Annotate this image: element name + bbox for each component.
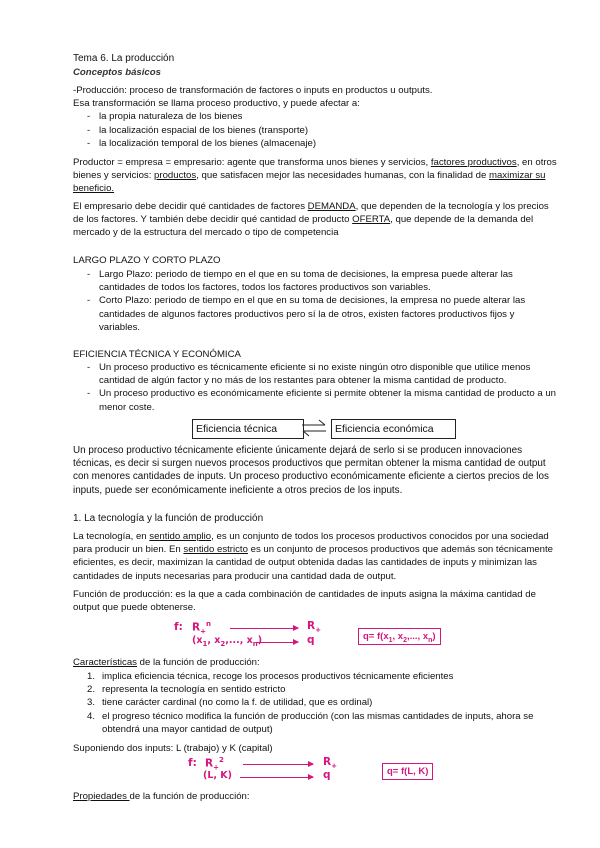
formula1-arrow-top (230, 628, 298, 629)
text-span: de la función de producción: (129, 791, 250, 802)
list-item: - Corto Plazo: periodo de tiempo en el que en su toma de decisiones, la empresa no puede alterar las cantidades de algunos factores productivos pero sí la de otros, existen factores productivos fijos y variables. (87, 294, 558, 334)
eficiencia-heading: EFICIENCIA TÉCNICA Y ECONÓMICA (73, 349, 241, 360)
eficiencia-paragraph: Un proceso productivo técnicamente eficiente únicamente dejará de serlo si se producen innovaciones técnicas, es decir si surgen nuevos procesos productivos que permitan obtener la misma cantidad de output con menores cantidades de inputs. Un proceso productivo económicamente eficiente a ciertos precios de los inputs, puede ser económicamente ineficiente a otros precios de los inputs. (73, 445, 549, 496)
plazo-heading: LARGO PLAZO Y CORTO PLAZO (73, 255, 221, 266)
symbol: ) (432, 631, 436, 642)
formula1-f: f: (174, 621, 183, 633)
plazo-list (73, 268, 558, 334)
underlined-term: Características (73, 657, 137, 668)
list-item (87, 710, 558, 736)
formula1-codomain (307, 620, 321, 634)
tecnologia-heading: 1. La tecnología y la función de producción (73, 513, 264, 524)
list-item: - la propia naturaleza de los bienes (87, 110, 558, 123)
text-span: , que dependen de la tecnología y los precios de los factores. Y también debe decidir qué cantidad de producto (73, 201, 549, 226)
underlined-term: DEMANDA (307, 201, 356, 212)
symbol: , x (207, 635, 221, 646)
item-number: 1. (87, 671, 96, 682)
symbol-sup: 2 (218, 756, 224, 764)
list-item (87, 670, 558, 683)
list-item (87, 683, 558, 696)
tecnologia-paragraph (73, 530, 558, 583)
formula1-domain (192, 620, 211, 636)
caracteristicas-list (73, 670, 558, 736)
text-span: , que depende de la demanda del mercado y de la estructura del mercado o tipo de competencia (73, 214, 534, 239)
caracteristicas-block (73, 670, 558, 736)
formula1-box (358, 628, 441, 645)
dos-inputs-text: Suponiendo dos inputs: L (trabajo) y K (capital) (73, 743, 273, 754)
symbol: R (307, 620, 316, 632)
symbol: R (205, 757, 214, 770)
productor-paragraph (73, 156, 558, 196)
symbol: R (192, 621, 201, 634)
formula1-vars (192, 635, 262, 648)
symbol-sub: 1 (388, 636, 393, 644)
formula2-arrow-bottom (240, 777, 313, 778)
underlined-term: factores productivos (430, 157, 517, 168)
formula1-q: q (307, 634, 315, 646)
eficiencia-tecnica-box: Eficiencia técnica (192, 419, 304, 439)
formula2-vars: (L, K) (203, 770, 233, 781)
exchange-arrows-icon (299, 417, 329, 439)
symbol-sub: n (252, 639, 258, 648)
plazo-block (73, 268, 558, 334)
text-span: es un conjunto de procesos productivos que además son técnicamente eficientes, es decir, maximizan la cantidad de output obtenida dadas las cantidades de inputs y minimizan las cantidades de inputs necesarias para producir una cantidad dada de output. (73, 544, 553, 582)
intro-list (73, 110, 558, 150)
list-item: - la localización espacial de los bienes (transporte) (87, 124, 558, 137)
item-number: 4. (87, 710, 96, 722)
symbol: , x (392, 631, 404, 642)
text-span: , en otros bienes y servicios: (73, 157, 557, 182)
text-span: de la función de producción: (136, 657, 260, 668)
text-span: El empresario debe decidir qué cantidades de factores (73, 201, 308, 212)
formula1-arrow-bottom (256, 642, 298, 643)
symbol-sub: + (200, 627, 206, 636)
list-item: - la localización temporal de los bienes (almacenaje) (87, 137, 558, 150)
item-number: 2. (87, 684, 96, 696)
symbol-sub: + (213, 763, 219, 772)
caracteristicas-heading (73, 656, 558, 669)
formula2-codomain (323, 756, 337, 770)
intro-line-1: -Producción: proceso de transformación de factores o inputs en productos u outputs. (73, 85, 433, 96)
symbol: ,..., x (406, 631, 429, 642)
text-span: La tecnología, en (73, 531, 150, 542)
symbol: ,..., x (225, 635, 253, 646)
symbol-sub: 2 (403, 636, 407, 644)
propiedades-heading (73, 790, 558, 803)
underlined-term: maximizar su beneficio. (73, 170, 546, 195)
symbol-sub: 2 (220, 639, 226, 648)
symbol-sup: n (205, 620, 211, 628)
symbol-sub: n (428, 636, 433, 644)
text-span: Productor = empresa = empresario: agente que transforma unos bienes y servicios, (73, 157, 431, 168)
eficiencia-block (73, 361, 558, 414)
formula2-box: q= f(L, K) (382, 763, 433, 780)
eficiencia-list (73, 361, 558, 414)
text-span: , es un conjunto de todos los procesos productivos conocidos por una sociedad para producir un bien. En (73, 531, 549, 556)
underlined-term: sentido amplio (149, 531, 212, 542)
underlined-term: sentido estricto (183, 544, 248, 556)
empresario-paragraph (73, 200, 558, 240)
list-item (87, 696, 558, 709)
document-title: Tema 6. La producción (73, 53, 175, 64)
symbol-sub: + (315, 626, 321, 635)
item-text: tiene carácter cardinal (no como la f. de utilidad, que es ordinal) (102, 697, 373, 709)
list-item: - Un proceso productivo es técnicamente eficiente si no existe ningún otro disponible que utilice menos cantidad de algún factor y no más de los restantes para obtener la misma cantidad de producto. (87, 361, 558, 387)
item-text: el progreso técnico modifica la función de producción (con las mismas cantidades de inputs, ahora se obtendrá una mayor cantidad de output) (102, 710, 534, 735)
symbol: q= f(x (363, 631, 389, 642)
formula2-q: q (323, 769, 331, 781)
list-item: - Largo Plazo: periodo de tiempo en el que en su toma de decisiones, la empresa puede alterar las cantidades de todos los factores, todos los factores productivos son variables. (87, 268, 558, 294)
symbol: (x (192, 635, 203, 646)
item-number: 3. (87, 697, 96, 709)
intro-line-2: Esa transformación se llama proceso productivo, y puede afectar a: (73, 98, 360, 110)
symbol-sub: + (331, 762, 337, 771)
underlined-term: Propiedades (73, 791, 130, 802)
symbol: ) (257, 635, 263, 646)
list-item: - Un proceso productivo es económicamente eficiente si permite obtener la misma cantidad de producto a un menor coste. (87, 387, 558, 413)
symbol: R (323, 756, 332, 768)
symbol-sub: 1 (202, 639, 208, 648)
underlined-term: productos (154, 170, 197, 182)
funcion-produccion-paragraph: Función de producción: es la que a cada combinación de cantidades de inputs asigna la máxima cantidad de output que puede obtenerse. (73, 589, 536, 614)
underlined-term: OFERTA (352, 214, 391, 226)
text-span: , que satisfacen mejor las necesidades humanas, con la finalidad de (196, 170, 489, 182)
eficiencia-economica-box: Eficiencia económica (331, 419, 456, 439)
item-text: representa la tecnología en sentido estricto (102, 684, 286, 696)
formula2-arrow-top (243, 764, 313, 765)
intro-block (73, 84, 558, 150)
item-text: implica eficiencia técnica, recoge los procesos productivos técnicamente eficientes (102, 671, 454, 682)
formula2-f: f: (188, 757, 197, 769)
section-subtitle: Conceptos básicos (73, 67, 161, 78)
